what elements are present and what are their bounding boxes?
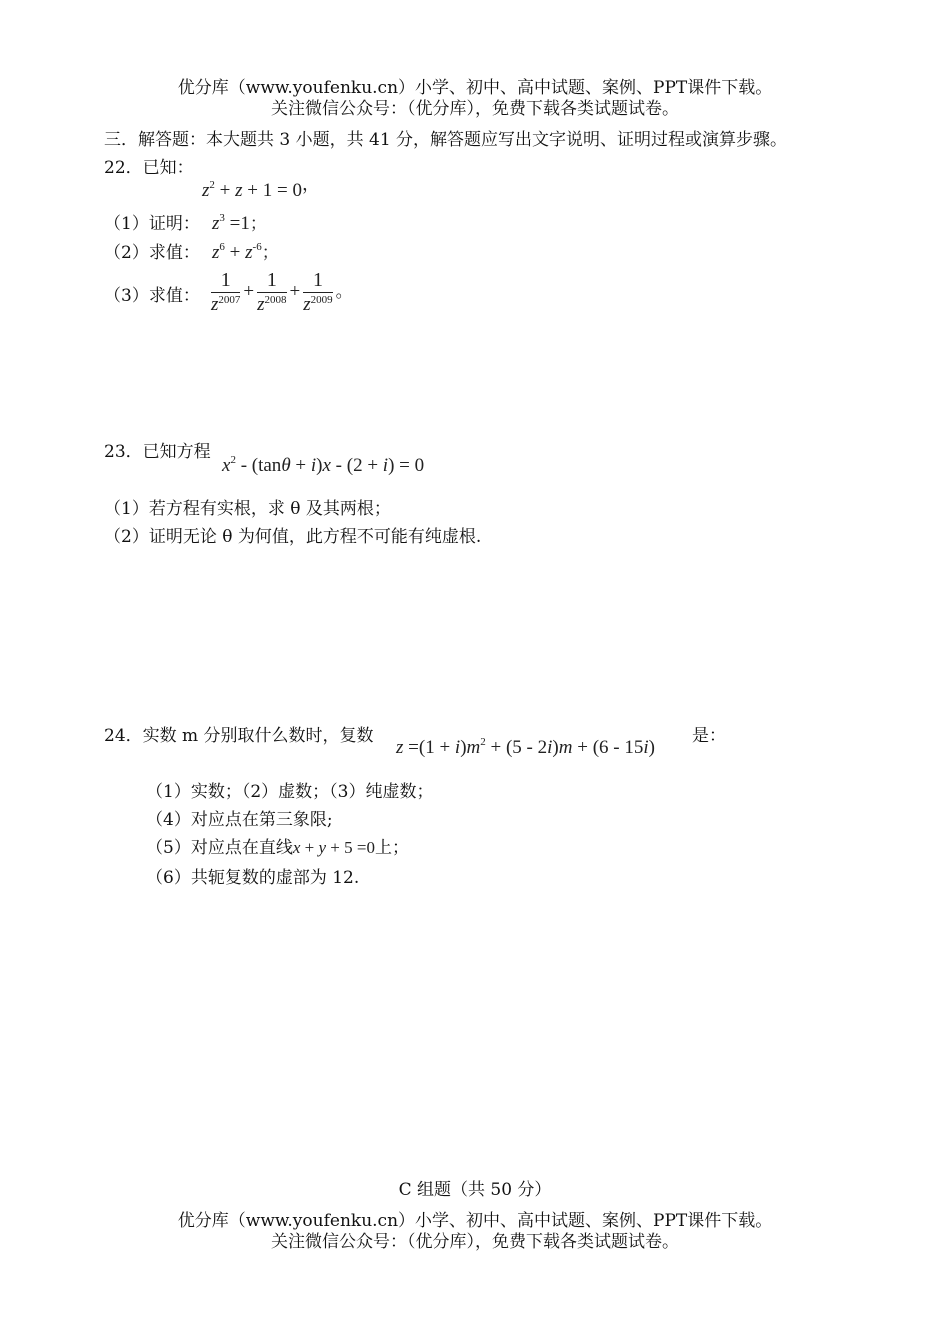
group-c-title: C 组题（共 50 分） [398,1180,552,1200]
q24-part4: （4）对应点在第三象限; [146,810,333,830]
q23-equation: $x^2 - (\tan\theta + i)x - (2 + i) = 0$ [222,454,425,476]
q22-part3-label: （3）求值： [104,286,200,306]
footer-line-1: 优分库（www.youfenku.cn）小学、初中、高中试题、案例、PPT课件下载。 [177,1211,773,1231]
q24-equation: $z =(1 + i)m^2 + (5 - 2i)m + (6 - 15i)$ [396,736,655,758]
q22-part2-expression: $z^6 + z^{-6}$； [212,241,279,263]
q22-stem: 22．已知： [104,158,194,178]
q24-stem-tail: 是： [692,726,726,746]
header-line-1: 优分库（www.youfenku.cn）小学、初中、高中试题、案例、PPT课件下载。 [177,78,773,98]
q23-stem: 23．已知方程 [104,442,211,462]
q22-given-equation: $z^2 + z + 1 = 0$， [202,174,320,201]
footer-line-2: 关注微信公众号：（优分库），免费下载各类试题试卷。 [271,1232,679,1252]
q24-stem: 24．实数 m 分别取什么数时，复数 [104,726,374,746]
q24-part5: （5）对应点在直线x + y + 5 =0上； [146,838,409,858]
fraction-2: $\frac{1}{z^{2008}}$ [257,269,287,315]
q24-part6: （6）共轭复数的虚部为 12. [146,868,360,888]
section-title: 三．解答题：本大题共 3 小题，共 41 分，解答题应写出文字说明、证明过程或演算步骤。 [104,130,788,150]
q22-part2-label: （2）求值： [104,243,200,263]
fraction-3: $\frac{1}{z^{2009}}$ [303,269,333,315]
fraction-1: $\frac{1}{z^{2007}}$ [211,269,241,315]
q22-part1-expression: $z^3 =1$； [212,212,267,234]
q23-part1: （1）若方程有实根，求 θ 及其两根； [104,499,391,519]
q24-parts-1-3: （1）实数；（2）虚数；（3）纯虚数； [146,782,434,802]
header-line-2: 关注微信公众号：（优分库），免费下载各类试题试卷。 [271,99,679,119]
q22-part3-expression: $\frac{1}{z^{2007}}$ + $\frac{1}{z^{2008}}$ + $\frac{1}{z^{2009}}$ 。 [211,269,353,315]
q23-part2: （2）证明无论 θ 为何值，此方程不可能有纯虚根. [104,527,482,547]
q22-comma: ， [301,174,320,194]
q22-part1-label: （1）证明： [104,214,200,234]
